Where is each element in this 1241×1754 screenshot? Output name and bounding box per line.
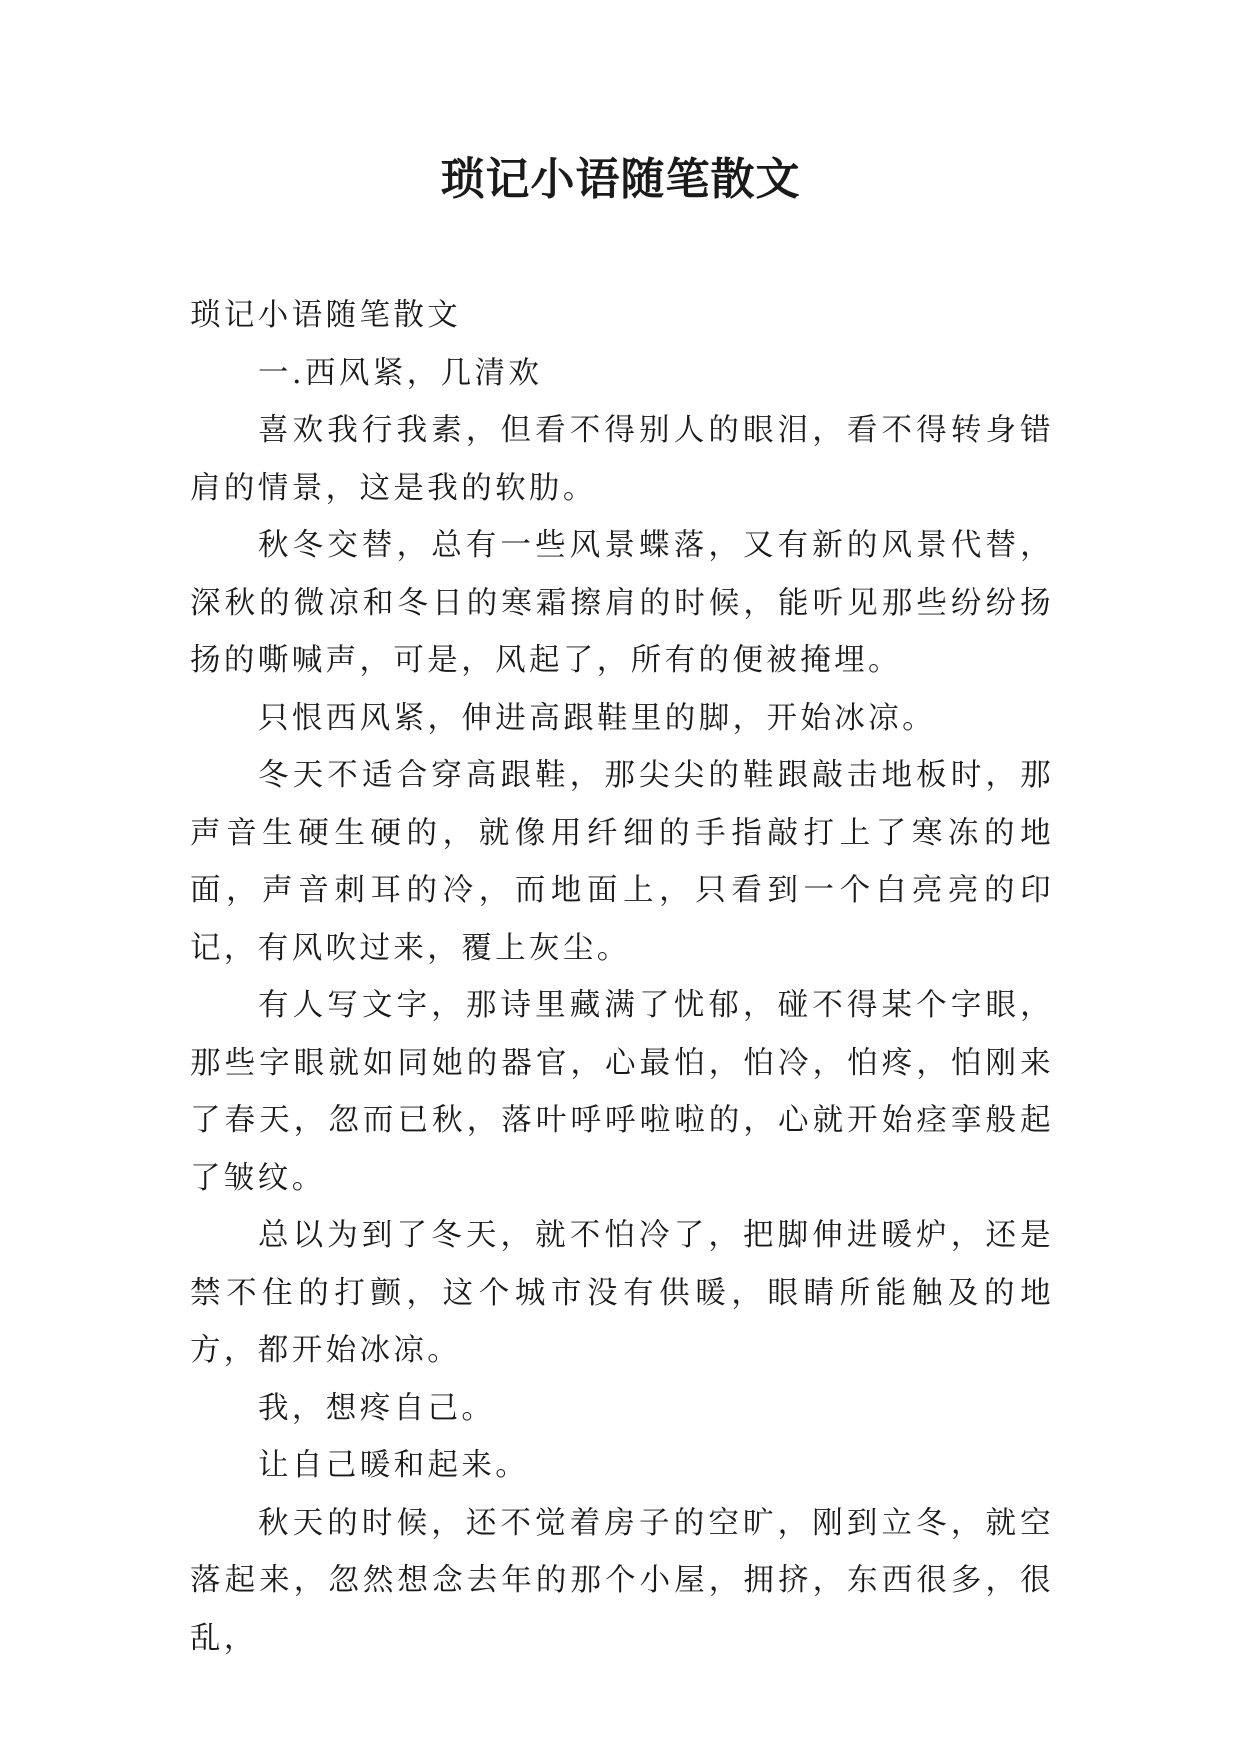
- document-body: [190, 287, 1054, 1667]
- paragraph: 让自己暖和起来。: [258, 1448, 530, 1483]
- paragraph: 冬天不适合穿高跟鞋，那尖尖的鞋跟敲击地板时，那声音生硬生硬的，就像用纤细的手指敲打上了寒冻的地面，声音刺耳的冷，而地面上，只看到一个白亮亮的印记，有风吹过来，覆上灰尘。: [190, 758, 1054, 966]
- paragraph: 秋冬交替，总有一些风景蝶落，又有新的风景代替，深秋的微凉和冬日的寒霜擦肩的时候，能听见那些纷纷扬扬的嘶喊声，可是，风起了，所有的便被掩埋。: [190, 528, 1054, 678]
- paragraph: 琐记小语随笔散文: [190, 298, 462, 333]
- section-heading: 一.西风紧，几清欢: [258, 355, 543, 391]
- document-title: 琐记小语随笔散文: [440, 154, 801, 205]
- paragraph: 只恨西风紧，伸进高跟鞋里的脚，开始冰凉。: [258, 700, 936, 736]
- paragraph: 秋天的时候，还不觉着房子的空旷，刚到立冬，就空落起来，忽然想念去年的那个小屋，拥挤，东西很多，很乱，: [190, 1505, 1054, 1656]
- paragraph: 有人写文字，那诗里藏满了忧郁，碰不得某个字眼，那些字眼就如同她的器官，心最怕，怕冷，怕疼，怕刚来了春天，忽而已秋，落叶呼呼啦啦的，心就开始痉挛般起了皱纹。: [190, 988, 1054, 1196]
- paragraph: 喜欢我行我素，但看不得别人的眼泪，看不得转身错肩的情景，这是我的软肋。: [190, 413, 1054, 506]
- paragraph: 总以为到了冬天，就不怕冷了，把脚伸进暖炉，还是禁不住的打颤，这个城市没有供暖，眼睛所能触及的地方，都开始冰凉。: [190, 1218, 1054, 1368]
- paragraph: 我，想疼自己。: [258, 1390, 496, 1426]
